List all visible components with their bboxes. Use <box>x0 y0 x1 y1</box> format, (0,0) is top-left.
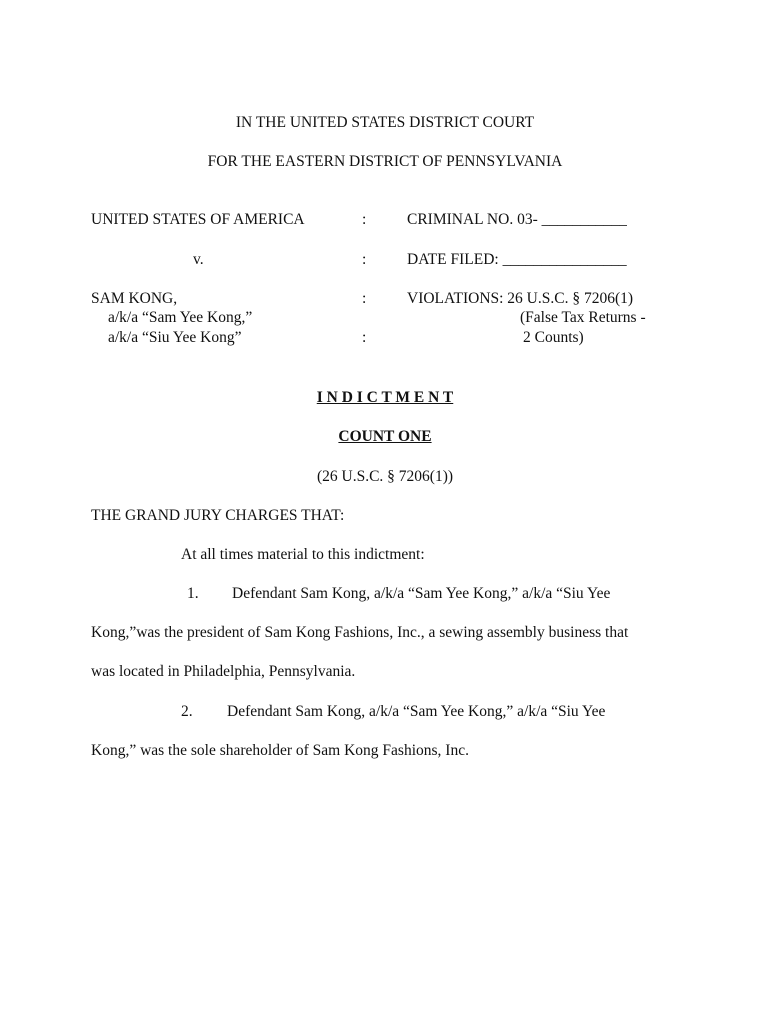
caption-separator: : <box>362 211 367 228</box>
caption-separator: : <box>362 290 367 307</box>
violations-count: 2 Counts) <box>523 329 584 346</box>
count-heading: COUNT ONE <box>338 428 432 445</box>
caption-separator: : <box>362 329 367 346</box>
defendant-alias-2: a/k/a “Siu Yee Kong” <box>108 329 242 346</box>
material-times: At all times material to this indictment: <box>181 546 425 563</box>
paragraph-number: 2. <box>181 703 193 720</box>
indictment-title: I N D I C T M E N T <box>316 389 454 406</box>
paragraph-text: Kong,”was the president of Sam Kong Fashions, Inc., a sewing assembly business that <box>91 624 629 641</box>
district-title: FOR THE EASTERN DISTRICT OF PENNSYLVANIA <box>207 153 563 170</box>
criminal-number: CRIMINAL NO. 03- ___________ <box>407 211 627 228</box>
statute-citation: (26 U.S.C. § 7206(1)) <box>316 468 454 485</box>
defendant-alias-1: a/k/a “Sam Yee Kong,” <box>108 309 253 326</box>
date-filed: DATE FILED: ________________ <box>407 251 627 268</box>
paragraph-text: was located in Philadelphia, Pennsylvania. <box>91 663 356 680</box>
violations-statute: VIOLATIONS: 26 U.S.C. § 7206(1) <box>407 290 634 307</box>
paragraph-text: Defendant Sam Kong, a/k/a “Sam Yee Kong,” a/k/a “Siu Yee <box>232 585 611 602</box>
paragraph-text: Defendant Sam Kong, a/k/a “Sam Yee Kong,” a/k/a “Siu Yee <box>227 703 606 720</box>
defendant-name: SAM KONG, <box>91 290 178 307</box>
plaintiff-name: UNITED STATES OF AMERICA <box>91 211 305 228</box>
charges-intro: THE GRAND JURY CHARGES THAT: <box>91 507 345 524</box>
caption-separator: : <box>362 251 367 268</box>
versus-label: v. <box>193 251 204 268</box>
paragraph-number: 1. <box>187 585 199 602</box>
paragraph-text: Kong,” was the sole shareholder of Sam Kong Fashions, Inc. <box>91 742 469 759</box>
violations-description: (False Tax Returns - <box>520 309 646 326</box>
court-title: IN THE UNITED STATES DISTRICT COURT <box>235 114 535 131</box>
